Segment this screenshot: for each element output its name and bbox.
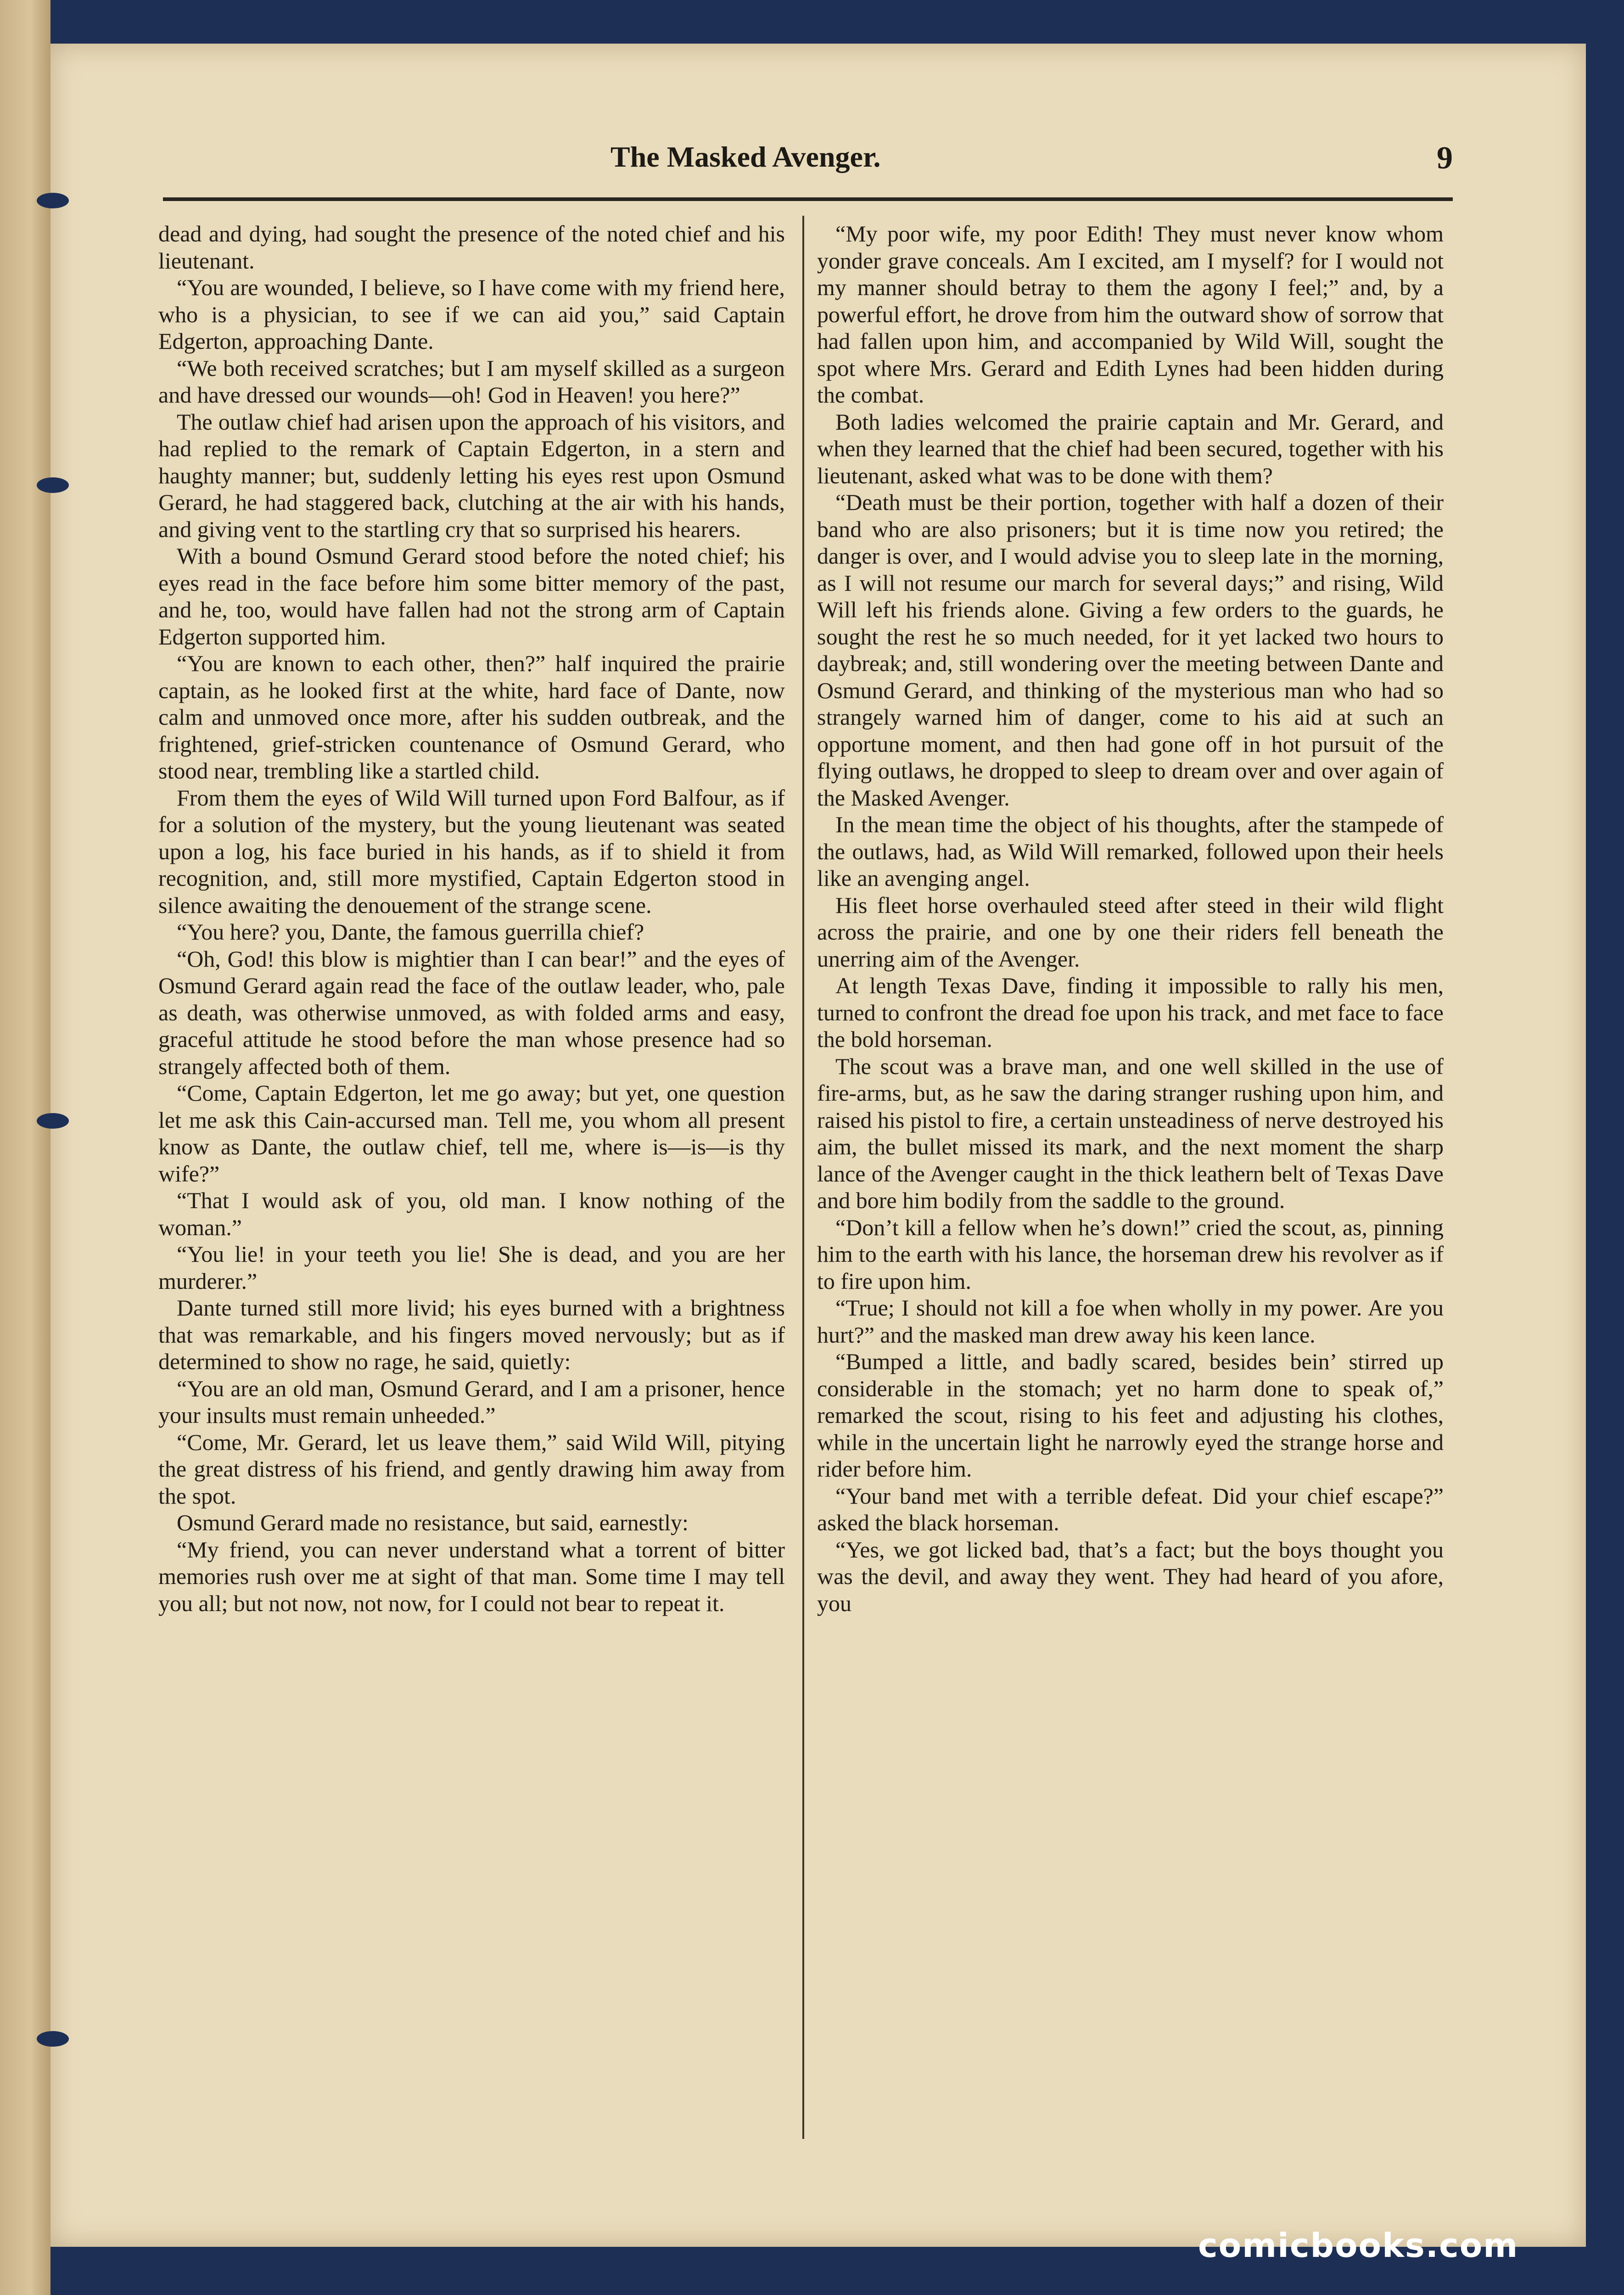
- binding-hole: [37, 477, 69, 493]
- right-text-column: [817, 220, 1444, 2139]
- paragraph: In the mean time the object of his thoughts, after the stampede of the outlaws, had, as Wild Will remarked, followed upon their heels like an avenging angel.: [817, 812, 1444, 891]
- paragraph: “Bumped a little, and badly scared, besides bein’ stirred up considerable in the stomach; yet no harm done to speak of,” remarked the scout, rising to his feet and adjusting his clothes, while in the uncertain light he narrowly eyed the strange horse and rider before him.: [817, 1349, 1444, 1482]
- paragraph: “You here? you, Dante, the famous guerrilla chief?: [177, 919, 644, 945]
- paragraph: “You are known to each other, then?” half inquired the prairie captain, as he looked first at the white, hard face of Dante, now calm and unmoved once more, after his sudden outbreak, and the frightened, grief-stricken countenance of Osmund Gerard, who stood near, trembling like a startled child.: [158, 650, 785, 784]
- paragraph: dead and dying, had sought the presence of the noted chief and his lieutenant.: [158, 221, 785, 274]
- paragraph: “You are an old man, Osmund Gerard, and I am a prisoner, hence your insults must remain unheeded.”: [158, 1375, 785, 1428]
- page-header: [112, 140, 1453, 190]
- paragraph: Dante turned still more livid; his eyes burned with a brightness that was remarkable, and his fingers moved nervously; but as if determined to show no rage, he said, quietly:: [158, 1295, 785, 1374]
- paragraph: “Oh, God! this blow is mightier than I can bear!” and the eyes of Osmund Gerard again read the face of the outlaw leader, who, pale as death, was otherwise unmoved, as with folded arms and easy, graceful attitude he stood before the man whose presence had so strangely affected both of them.: [158, 946, 785, 1079]
- paragraph: “Your band met with a terrible defeat. Did your chief escape?” asked the black horseman.: [817, 1483, 1444, 1535]
- paragraph: “We both received scratches; but I am myself skilled as a surgeon and have dressed our wounds—oh! God in Heaven! you here?”: [158, 355, 785, 408]
- paragraph: “Yes, we got licked bad, that’s a fact; but the boys thought you was the devil, and away they went. They had heard of you afore, you: [817, 1536, 1444, 1616]
- paragraph: The scout was a brave man, and one well skilled in the use of fire-arms, but, as he saw the daring stranger rushing upon him, and raised his pistol to fire, a certain unsteadiness of nerve destroyed his aim, the bullet missed its mark, and the next moment the sharp lance of the Avenger caught in the thick leathern belt of Texas Dave and bore him bodily from the saddle to the ground.: [817, 1053, 1444, 1213]
- paragraph: With a bound Osmund Gerard stood before the noted chief; his eyes read in the face before him some bitter memory of the past, and he, too, would have fallen had not the strong arm of Captain Edgerton supported him.: [158, 543, 785, 649]
- paragraph: “True; I should not kill a foe when wholly in my power. Are you hurt?” and the masked man drew away his keen lance.: [817, 1295, 1444, 1348]
- paragraph: “Don’t kill a fellow when he’s down!” cried the scout, as, pinning him to the earth with his lance, the horseman drew his revolver as if to fire upon him.: [817, 1214, 1444, 1294]
- paragraph: From them the eyes of Wild Will turned upon Ford Balfour, as if for a solution of the mystery, but the young lieutenant was seated upon a log, his face buried in his hands, as if to shield it from recognition, and, still more mystified, Captain Edgerton stood in silence awaiting the denouement of the strange scene.: [158, 784, 785, 918]
- column-divider: [802, 216, 804, 2139]
- paragraph: His fleet horse overhauled steed after steed in their wild flight across the prairie, and one by one their riders fell beneath the unerring aim of the Avenger.: [817, 892, 1444, 972]
- header-rule: [163, 197, 1453, 201]
- page-number: 9: [1437, 140, 1453, 176]
- paragraph: At length Texas Dave, finding it impossible to rally his men, turned to confront the dread foe upon his track, and met face to face the bold horseman.: [817, 973, 1444, 1052]
- left-text-column: [158, 220, 785, 2139]
- paragraph: Osmund Gerard made no resistance, but said, earnestly:: [177, 1510, 689, 1535]
- paragraph: Both ladies welcomed the prairie captain and Mr. Gerard, and when they learned that the chief had been secured, together with his lieutenant, asked what was to be done with them?: [817, 409, 1444, 488]
- paragraph: “My poor wife, my poor Edith! They must never know whom yonder grave conceals. Am I excited, am I myself? for I would not my manner should betray to them the agony I feel;” and, by a powerful effort, he drove from him the outward show of sorrow that had fallen upon him, and accompanied by Wild Will, sought the spot where Mrs. Gerard and Edith Lynes had been hidden during the combat.: [817, 221, 1444, 408]
- paragraph: “Come, Mr. Gerard, let us leave them,” said Wild Will, pitying the great distress of his friend, and gently drawing him away from the spot.: [158, 1429, 785, 1509]
- paragraph: “You are wounded, I believe, so I have come with my friend here, who is a physician, to see if we can aid you,” said Captain Edgerton, approaching Dante.: [158, 274, 785, 354]
- watermark: comicbooks.com: [1198, 2226, 1519, 2265]
- running-title: The Masked Avenger.: [610, 140, 881, 173]
- paragraph: “Come, Captain Edgerton, let me go away; but yet, one question let me ask this Cain-accursed man. Tell me, you whom all present know as Dante, the outlaw chief, tell me, where is—is—is thy wife?”: [158, 1080, 785, 1187]
- paragraph: “My friend, you can never understand what a torrent of bitter memories rush over me at sight of that man. Some time I may tell you all; but not now, not now, for I could not bear to repeat it.: [158, 1536, 785, 1616]
- paragraph: “Death must be their portion, together with half a dozen of their band who are also prisoners; but it is time now you retired; the danger is over, and I would advise you to sleep late in the morning, as I will not resume our march for several days;” and rising, Wild Will left his friends alone. Giving a few orders to the guards, he sought the rest he so much needed, for it yet lacked two hours to daybreak; and, still wondering over the meeting between Dante and Osmund Gerard, and thinking of the mysterious man who had so strangely warned him of danger, come to his aid at such an opportune moment, and then had gone off in hot pursuit of the flying outlaws, he dropped to sleep to dream over and over again of the Masked Avenger.: [817, 489, 1444, 811]
- binding-hole: [37, 1113, 69, 1129]
- paragraph: The outlaw chief had arisen upon the approach of his visitors, and had replied to the remark of Captain Edgerton, in a stern and haughty manner; but, suddenly letting his eyes rest upon Osmund Gerard, he had staggered back, clutching at the air with his hands, and giving vent to the startling cry that so surprised his hearers.: [158, 409, 785, 542]
- paragraph: “You lie! in your teeth you lie! She is dead, and you are her murderer.”: [158, 1241, 785, 1294]
- paragraph: “That I would ask of you, old man. I know nothing of the woman.”: [158, 1187, 785, 1240]
- previous-page-edge: [0, 0, 50, 2295]
- binding-hole: [37, 2031, 69, 2047]
- binding-hole: [37, 193, 69, 208]
